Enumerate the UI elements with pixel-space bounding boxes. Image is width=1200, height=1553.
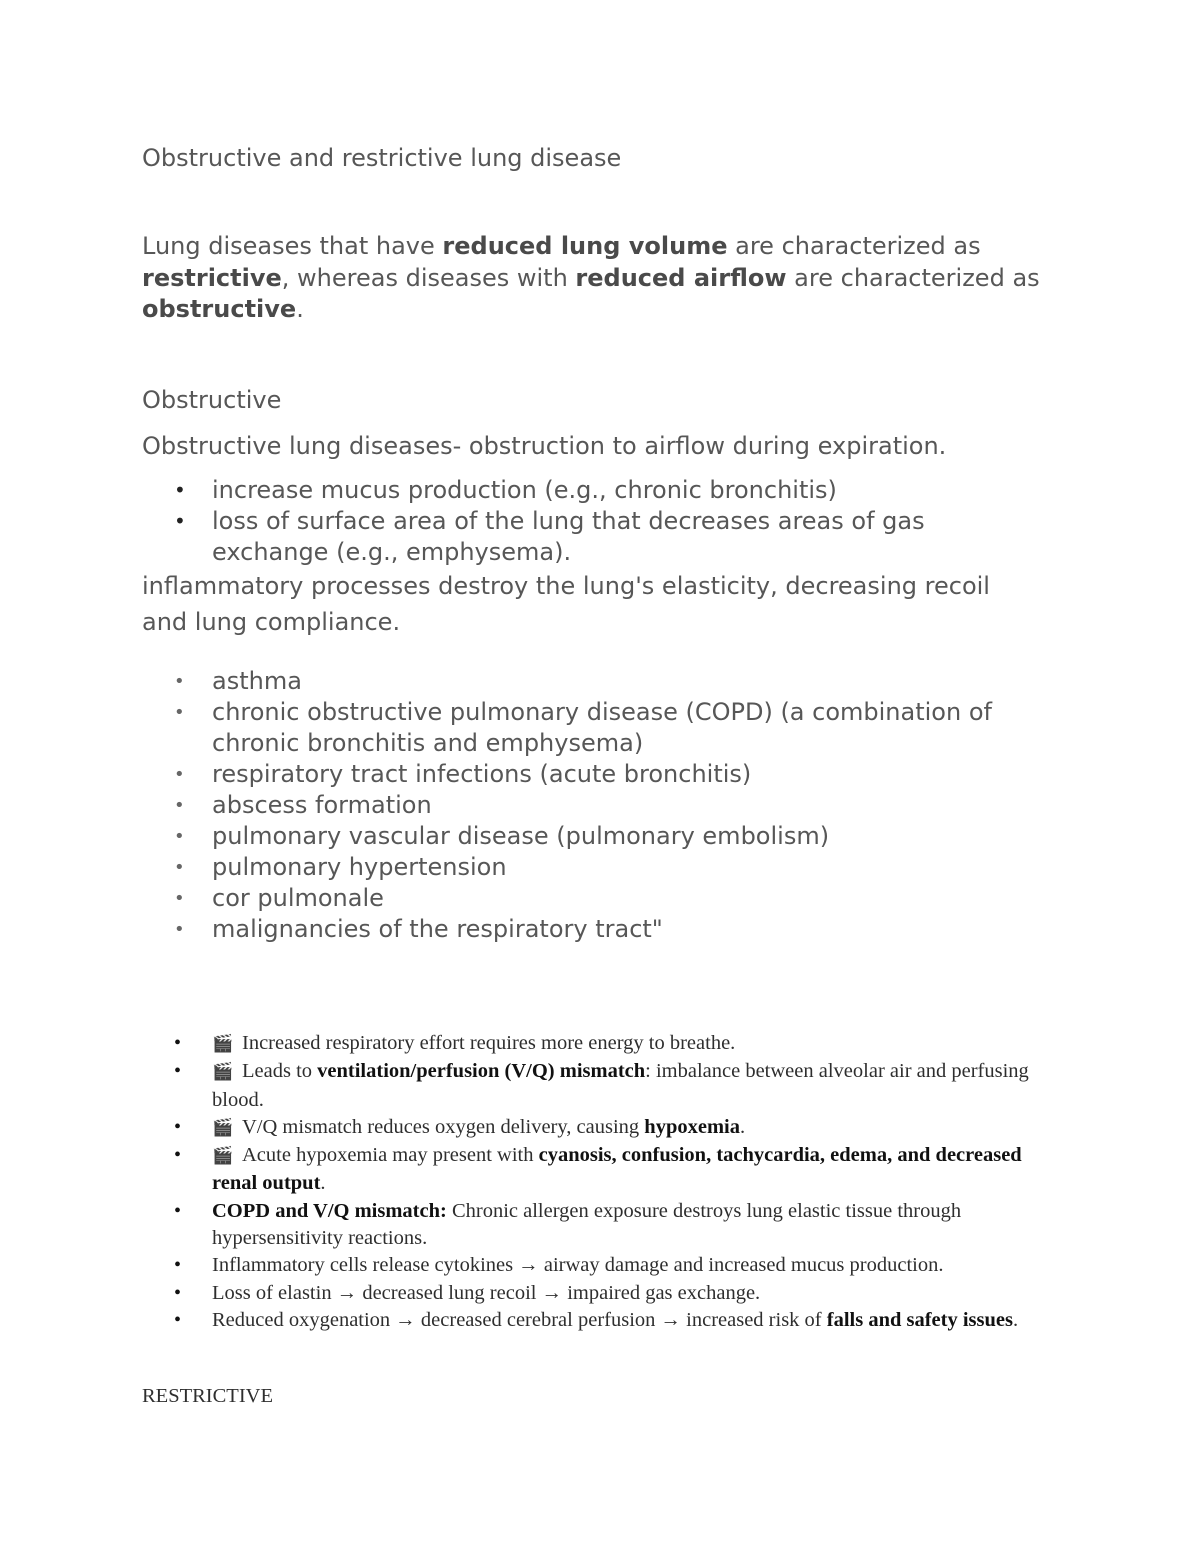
- restrictive-heading: RESTRICTIVE: [142, 1385, 273, 1407]
- list-item: [142, 697, 1052, 759]
- list-item: [142, 790, 1052, 821]
- intro-bold-reduced-lung-volume: reduced lung volume: [442, 232, 728, 260]
- effects-list: [142, 1030, 1042, 1334]
- list-item: [142, 1252, 1042, 1279]
- bullet-icon: •: [174, 1308, 182, 1331]
- condition-text: malignancies of the respiratory tract": [212, 915, 663, 943]
- clapperboard-icon: 🎬: [212, 1034, 234, 1054]
- list-item: [142, 759, 1052, 790]
- clapperboard-icon: 🎬: [212, 1117, 234, 1138]
- mechanism-list: [142, 475, 1042, 568]
- bullet-icon: •: [174, 1254, 182, 1277]
- effect-text: .: [1012, 1308, 1019, 1331]
- condition-text: asthma: [212, 667, 302, 695]
- conditions-list: [142, 666, 1052, 945]
- condition-text: abscess formation: [212, 791, 432, 819]
- effect-bold-text: cyanosis, confusion, tachycardia, edema, and decreased renal output: [212, 1144, 1022, 1195]
- mechanism-text: increase mucus production (e.g., chronic bronchitis): [212, 476, 837, 504]
- effect-text: V/Q mismatch reduces oxygen delivery, causing: [242, 1115, 645, 1138]
- effect-text: Leads to: [242, 1060, 318, 1083]
- effect-text: Inflammatory cells release cytokines → airway damage and increased mucus production.: [212, 1254, 944, 1277]
- list-item: [142, 1142, 1042, 1198]
- bullet-icon: •: [174, 826, 185, 847]
- bullet-icon: •: [174, 702, 185, 723]
- bullet-icon: •: [174, 1281, 182, 1304]
- bullet-icon: •: [174, 671, 185, 692]
- bullet-icon: •: [174, 1060, 182, 1083]
- bullet-icon: •: [174, 764, 185, 785]
- intro-paragraph: [142, 231, 1062, 326]
- intro-text-3: , whereas diseases with: [281, 263, 576, 292]
- bullet-icon: •: [174, 795, 185, 816]
- bullet-icon: •: [174, 1115, 182, 1138]
- list-item: [142, 1280, 1042, 1307]
- intro-bold-restrictive: restrictive: [142, 263, 282, 292]
- effect-text: Chronic allergen exposure destroys lung elastic tissue through hypersensitivity reactions.: [212, 1199, 962, 1250]
- obstructive-heading: Obstructive: [142, 386, 282, 414]
- effect-text: Increased respiratory effort requires more energy to breathe.: [242, 1032, 736, 1054]
- list-item: [142, 1307, 1042, 1334]
- intro-text-5: .: [296, 295, 304, 323]
- list-item: [142, 883, 1052, 914]
- list-item: [142, 1058, 1042, 1114]
- clapperboard-icon: 🎬: [212, 1146, 234, 1167]
- intro-bold-reduced-airflow: reduced airflow: [575, 263, 787, 292]
- mechanism-text: loss of surface area of the lung that decreases areas of gas exchange (e.g., emphysema).: [212, 507, 925, 566]
- effect-text: Acute hypoxemia may present with: [242, 1144, 539, 1167]
- effect-bold-text: COPD and V/Q mismatch:: [212, 1199, 447, 1222]
- bullet-icon: •: [174, 1144, 182, 1167]
- bullet-icon: •: [174, 1199, 182, 1222]
- effect-text: : imbalance between alveolar air and perfusing blood.: [212, 1060, 1029, 1111]
- list-item: [142, 852, 1052, 883]
- list-item: [142, 666, 1052, 697]
- intro-text-2: are characterized as: [727, 232, 981, 260]
- effect-text: .: [739, 1115, 746, 1138]
- bullet-icon: •: [174, 509, 186, 533]
- clapperboard-icon: 🎬: [212, 1062, 234, 1083]
- effect-bold-text: ventilation/perfusion (V/Q) mismatch: [317, 1060, 646, 1083]
- obstructive-definition: Obstructive lung diseases- obstruction to airflow during expiration.: [142, 432, 947, 460]
- list-item: [142, 506, 1042, 568]
- list-item: [142, 475, 1042, 506]
- condition-text: chronic obstructive pulmonary disease (COPD) (a combination of chronic bronchitis and emphysema): [212, 698, 992, 757]
- document-title: Obstructive and restrictive lung disease: [142, 144, 622, 172]
- bullet-icon: •: [174, 1032, 182, 1054]
- intro-bold-obstructive: obstructive: [142, 295, 297, 323]
- list-item: [142, 1030, 1042, 1058]
- list-item: [142, 914, 1052, 945]
- effect-text: .: [320, 1172, 326, 1195]
- bullet-icon: •: [174, 857, 185, 878]
- list-item: [142, 1114, 1042, 1142]
- bullet-icon: •: [174, 919, 185, 940]
- list-item: [142, 1198, 1042, 1253]
- condition-text: cor pulmonale: [212, 884, 384, 912]
- effect-bold-text: falls and safety issues: [826, 1308, 1013, 1331]
- inflammatory-paragraph: inflammatory processes destroy the lung's elasticity, decreasing recoil and lung compliance.: [142, 572, 990, 636]
- intro-text-1: Lung diseases that have: [142, 232, 443, 260]
- intro-text-4: are characterized as: [786, 263, 1040, 292]
- condition-text: pulmonary hypertension: [212, 853, 507, 881]
- effect-bold-text: hypoxemia: [644, 1115, 740, 1138]
- bullet-icon: •: [174, 888, 185, 909]
- condition-text: pulmonary vascular disease (pulmonary embolism): [212, 822, 830, 850]
- condition-text: respiratory tract infections (acute bronchitis): [212, 760, 752, 788]
- effect-text: Reduced oxygenation → decreased cerebral perfusion → increased risk of: [212, 1308, 827, 1331]
- bullet-icon: •: [174, 478, 186, 502]
- list-item: [142, 821, 1052, 852]
- effect-text: Loss of elastin → decreased lung recoil → impaired gas exchange.: [212, 1281, 761, 1304]
